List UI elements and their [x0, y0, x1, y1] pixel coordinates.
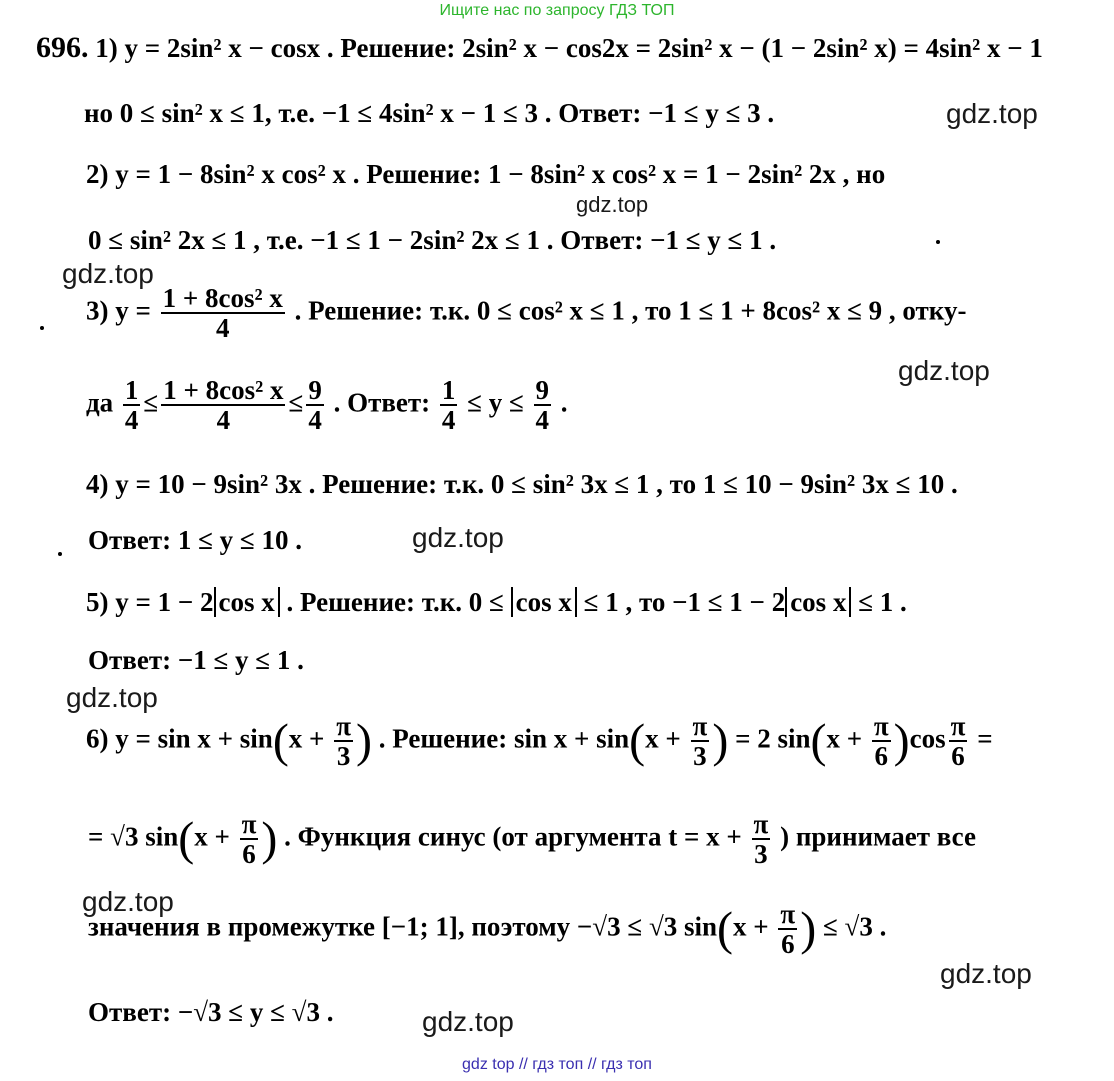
watermark: gdz.top — [946, 98, 1038, 129]
top-banner[interactable]: Ищите нас по запросу ГДЗ ТОП — [439, 2, 675, 19]
solution-line-5 — [86, 284, 966, 343]
paren: ) — [893, 714, 910, 768]
numerator: 9 — [535, 375, 550, 405]
solution-line-11 — [86, 712, 993, 771]
line-text: ) принимает все — [780, 821, 976, 852]
fraction — [123, 376, 141, 435]
fraction — [240, 810, 259, 869]
watermark: gdz.top — [422, 1006, 514, 1037]
solution-line-13 — [88, 900, 886, 959]
line-text: 4) y = 10 − 9sin² 3x . Решение: т.к. 0 ≤ sin² 3x ≤ 1 , то 1 ≤ 10 − 9sin² 3x ≤ 10 . — [86, 469, 958, 499]
fraction — [334, 712, 353, 771]
fraction — [949, 712, 968, 771]
watermark: gdz.top — [412, 522, 504, 553]
denominator: 4 — [216, 405, 231, 436]
watermark: gdz.top — [940, 958, 1032, 989]
watermark: gdz.top — [82, 886, 174, 917]
denominator: 6 — [874, 741, 888, 772]
paren: ( — [717, 902, 734, 956]
solution-line-6: да $\frac{1}{4}$ ≤ $\frac{\text{1 + 8cos² x}}{4}$ ≤ $\frac{9}{4}$ . Ответ: $\frac{1}{4}$ ≤ y ≤ $\frac{9}{4}$ . — [86, 375, 568, 436]
fraction — [306, 376, 324, 435]
solution-line-7 — [86, 468, 958, 500]
line-text: = 2 sin — [735, 723, 811, 754]
fraction — [161, 284, 285, 343]
denominator: 4 — [216, 313, 230, 344]
line-text: . Ответ: — [333, 387, 431, 418]
problem-number: 696. — [36, 31, 89, 64]
line-text: ≤ 1 . — [858, 587, 907, 617]
solution-line-10 — [88, 644, 304, 676]
stray-dot — [58, 552, 62, 556]
solution-line-14 — [88, 996, 334, 1028]
line-text: x + — [826, 723, 863, 754]
denominator: 4 — [308, 405, 322, 436]
fraction — [440, 376, 458, 435]
paren: ( — [810, 714, 827, 768]
line-text: 6) y = sin x + sin — [86, 723, 273, 754]
line-text: Ответ: −√3 ≤ y ≤ √3 . — [88, 997, 334, 1027]
watermark: gdz.top — [898, 355, 990, 386]
denominator: 6 — [951, 741, 965, 772]
numerator: π — [873, 711, 889, 741]
line-text: 5) y = 1 − 2 — [86, 587, 214, 617]
numerator: 1 + 8cos² x — [162, 283, 283, 313]
line-text: 1) y = 2sin² x − cosx . Решение: 2sin² x − cos2x = 2sin² x − (1 − 2sin² x) = 4sin² x − 1 — [95, 33, 1043, 63]
solution-line-8 — [88, 524, 302, 556]
line-text: 0 ≤ sin² 2x ≤ 1 , т.е. −1 ≤ 1 − 2sin² 2x ≤ 1 . Ответ: −1 ≤ y ≤ 1 . — [88, 225, 777, 255]
line-text: = √3 sin — [88, 821, 179, 852]
numerator: 1 — [124, 375, 139, 405]
solution-line-4 — [88, 224, 776, 256]
line-text: x + — [645, 723, 681, 754]
line-text: cos — [909, 723, 946, 754]
watermark: gdz.top — [576, 192, 649, 217]
paren: ) — [712, 714, 729, 768]
denominator: 4 — [441, 405, 456, 436]
line-text: ≤ √3 . — [822, 911, 887, 942]
solution-line-9 — [86, 586, 907, 618]
line-text: ≤ 1 , то −1 ≤ 1 − 2 — [583, 587, 786, 617]
solution-line-2 — [84, 97, 774, 129]
denominator: 6 — [781, 929, 795, 960]
line-text: 3) y = — [86, 295, 151, 326]
paren: ( — [629, 714, 646, 768]
denominator: 4 — [124, 405, 139, 436]
line-text: . Решение: т.к. 0 ≤ — [286, 587, 504, 617]
numerator: π — [336, 711, 351, 741]
line-text: x + — [733, 911, 769, 942]
denominator: 4 — [535, 405, 550, 436]
line-text: Ответ: −1 ≤ y ≤ 1 . — [88, 645, 304, 675]
abs-value: cos x — [214, 587, 280, 617]
numerator: π — [753, 809, 769, 839]
abs-value: cos x — [785, 587, 851, 617]
line-text: . Функция синус (от аргумента t = x + — [284, 821, 742, 852]
solution-line-3 — [86, 158, 885, 190]
abs-value: cos x — [511, 587, 577, 617]
paren: ) — [261, 812, 278, 866]
footer-links[interactable]: gdz top // гдз топ // гдз топ — [462, 1056, 652, 1073]
line-text: 2) y = 1 − 8sin² x cos² x . Решение: 1 − 8sin² x cos² x = 1 − 2sin² 2x , но — [86, 159, 886, 189]
numerator: π — [692, 711, 708, 741]
solution-line-12 — [88, 810, 976, 869]
numerator: 1 + 8cos² x — [163, 375, 284, 405]
denominator: 3 — [336, 741, 351, 772]
fraction — [691, 712, 710, 771]
stray-dot — [936, 240, 940, 244]
fraction — [161, 376, 285, 435]
line-text: . Решение: sin x + sin — [378, 723, 630, 754]
numerator: π — [950, 711, 966, 741]
line-text: да — [86, 387, 114, 418]
fraction — [778, 900, 797, 959]
line-text: Ответ: 1 ≤ y ≤ 10 . — [88, 525, 302, 555]
paren: ( — [272, 714, 289, 768]
fraction — [534, 376, 552, 435]
fraction — [872, 712, 891, 771]
line-text: x + — [288, 723, 325, 754]
denominator: 3 — [754, 839, 768, 870]
line-text: = — [977, 723, 993, 754]
stray-dot — [40, 326, 44, 330]
paren: ) — [800, 902, 817, 956]
line-text: . Решение: т.к. 0 ≤ cos² x ≤ 1 , то 1 ≤ 1 + 8cos² x ≤ 9 , отку- — [294, 295, 967, 326]
line-text: x + — [194, 821, 230, 852]
watermark: gdz.top — [62, 258, 154, 289]
line-text: ≤ y ≤ — [467, 387, 524, 418]
paren: ( — [178, 812, 195, 866]
numerator: 9 — [308, 375, 322, 405]
denominator: 3 — [693, 741, 707, 772]
line-text: значения в промежутке [−1; 1], поэтому −√3 ≤ √3 sin — [88, 911, 718, 942]
solution-line-1 — [36, 30, 1043, 66]
fraction — [752, 810, 771, 869]
denominator: 6 — [242, 839, 256, 870]
line-text: но 0 ≤ sin² x ≤ 1, т.е. −1 ≤ 4sin² x − 1 ≤ 3 . Ответ: −1 ≤ y ≤ 3 . — [84, 98, 775, 128]
numerator: π — [780, 899, 796, 929]
numerator: π — [241, 809, 257, 839]
numerator: 1 — [441, 375, 456, 405]
watermark: gdz.top — [66, 682, 158, 713]
paren: ) — [355, 714, 372, 768]
